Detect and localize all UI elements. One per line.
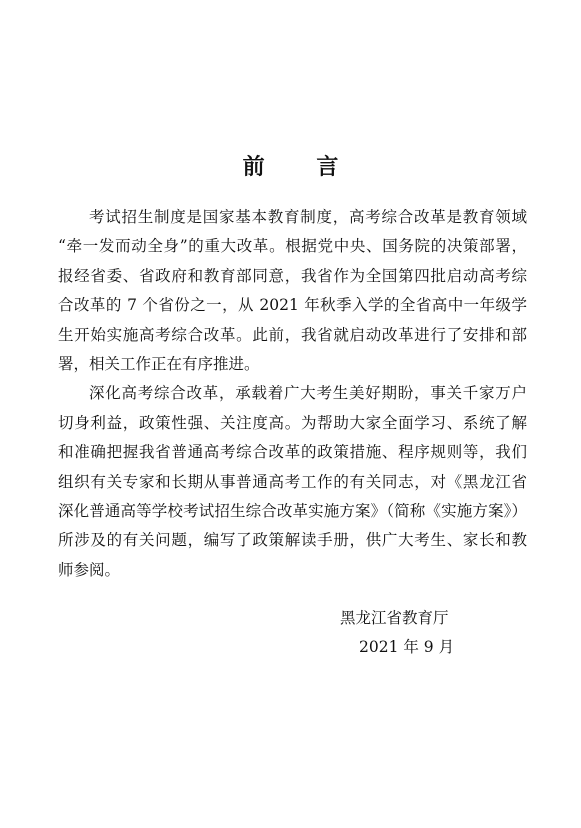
text-line: 深化普通高等学校考试招生综合改革实施方案》（简称《实施方案》） bbox=[58, 501, 527, 520]
text-line: 所涉及的有关问题，编写了政策解读手册，供广大考生、家长和教 bbox=[58, 531, 527, 550]
text-line: 考试招生制度是国家基本教育制度，高考综合改革是教育领域 bbox=[89, 208, 527, 226]
text-line: 师参阅。 bbox=[58, 560, 121, 579]
text-line: 组织有关专家和长期从事普通高考工作的有关同志，对《黑龙江省 bbox=[58, 472, 527, 491]
paragraph-1 bbox=[58, 203, 527, 379]
text-line: 深化高考综合改革，承载着广大考生美好期盼，事关千家万户 bbox=[89, 384, 527, 403]
page-title: 前 言 bbox=[242, 154, 361, 180]
text-line: 合改革的 7 个省份之一，从 2021 年秋季入学的全省高中一年级学 bbox=[58, 296, 527, 315]
text-line: 报经省委、省政府和教育部同意，我省作为全国第四批启动高考综 bbox=[58, 266, 527, 285]
paragraph-2 bbox=[58, 379, 527, 585]
preface-body bbox=[58, 203, 527, 585]
text-line: 切身利益，政策性强、关注度高。为帮助大家全面学习、系统了解 bbox=[58, 413, 527, 432]
signature-block bbox=[340, 604, 500, 662]
text-line: “牵一发而动全身”的重大改革。根据党中央、国务院的决策部署， bbox=[58, 237, 527, 256]
text-line: 和准确把握我省普通高考综合改革的政策措施、程序规则等，我们 bbox=[58, 443, 527, 462]
signature-organization: 黑龙江省教育厅 bbox=[340, 609, 449, 627]
signature-date: 2021 年 9 月 bbox=[359, 638, 455, 656]
text-line: 生开始实施高考综合改革。此前，我省就启动改革进行了安排和部 bbox=[58, 325, 527, 344]
text-line: 署，相关工作正在有序推进。 bbox=[58, 354, 260, 373]
